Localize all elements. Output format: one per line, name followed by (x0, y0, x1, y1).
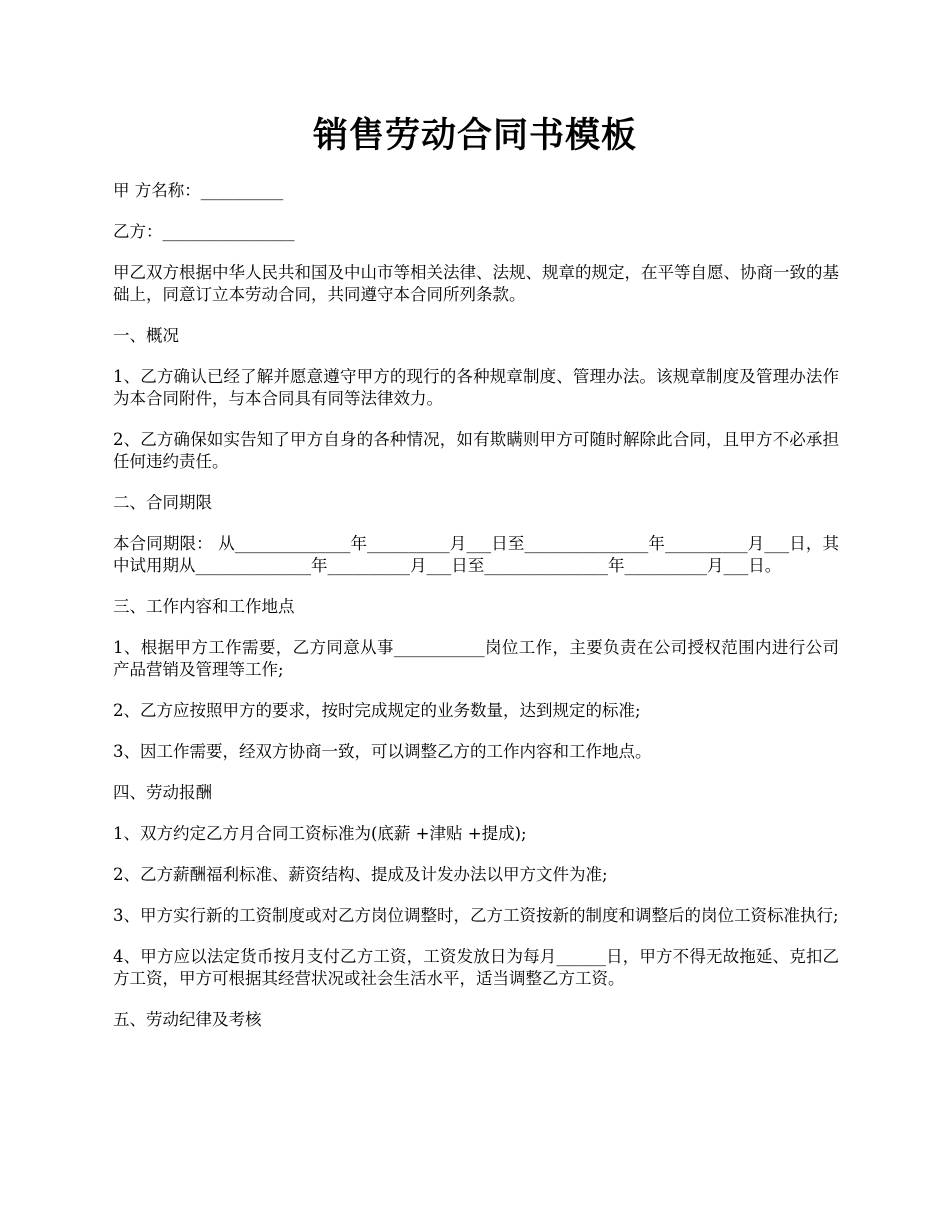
section-heading-overview: 一、概况 (113, 326, 179, 345)
work-clause-2: 2、乙方应按照甲方的要求，按时完成规定的业务数量，达到规定的标准; (113, 701, 641, 720)
preamble-paragraph: 甲乙双方根据中华人民共和国及中山市等相关法律、法规、规章的规定，在平等自愿、协商一致的基础上，同意订立本劳动合同，共同遵守本合同所列条款。 (113, 263, 839, 304)
document-body (113, 180, 839, 1050)
party-a-name-line: 甲 方名称：__________ (113, 181, 284, 200)
pay-clause-1: 1、双方约定乙方月合同工资标准为(底薪 +津贴 +提成); (113, 824, 527, 843)
pay-clause-3: 3、甲方实行新的工资制度或对乙方岗位调整时，乙方工资按新的制度和调整后的岗位工资标准执行; (113, 906, 839, 925)
section-heading-term: 二、合同期限 (113, 493, 212, 512)
document-title: 销售劳动合同书模板 (312, 116, 637, 156)
term-clause: 本合同期限： 从______________年__________月___日至_______________年__________月___日，其中试用期从______________年__________月___日至_______________年__________月___日。 (113, 534, 839, 575)
section-heading-discipline: 五、劳动纪律及考核 (113, 1010, 262, 1029)
pay-clause-2: 2、乙方薪酬福利标准、薪资结构、提成及计发办法以甲方文件为准; (113, 865, 608, 884)
work-clause-3: 3、因工作需要，经双方协商一致，可以调整乙方的工作内容和工作地点。 (113, 742, 652, 761)
pay-clause-4: 4、甲方应以法定货币按月支付乙方工资，工资发放日为每月______日，甲方不得无故拖延、克扣乙方工资，甲方可根据其经营状况或社会生活水平，适当调整乙方工资。 (113, 947, 839, 988)
party-b-line: 乙方：________________ (113, 222, 295, 241)
section-heading-pay: 四、劳动报酬 (113, 783, 212, 802)
overview-clause-2: 2、乙方确保如实告知了甲方自身的各种情况，如有欺瞒则甲方可随时解除此合同，且甲方不必承担任何违约责任。 (113, 430, 839, 471)
overview-clause-1: 1、乙方确认已经了解并愿意遵守甲方的现行的各种规章制度、管理办法。该规章制度及管理办法作为本合同附件，与本合同具有同等法律效力。 (113, 367, 839, 408)
work-clause-1: 1、根据甲方工作需要，乙方同意从事___________岗位工作，主要负责在公司授权范围内进行公司产品营销及管理等工作; (113, 638, 839, 679)
section-heading-work: 三、工作内容和工作地点 (113, 597, 295, 616)
